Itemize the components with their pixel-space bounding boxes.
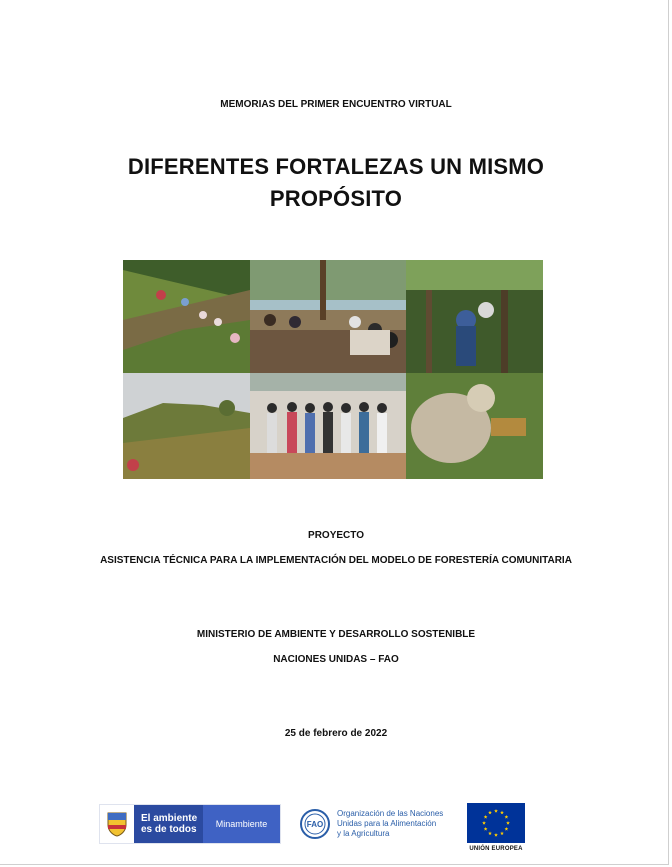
- fao-text-line-3: y la Agricultura: [337, 829, 390, 838]
- photo-forest-work: [406, 260, 543, 373]
- eu-logo: [466, 803, 526, 858]
- photo-group: [250, 373, 406, 479]
- photo-beekeeping: [406, 373, 543, 479]
- minambiente-line-1: El ambiente: [141, 813, 198, 824]
- minambiente-logo: [99, 804, 281, 844]
- minambiente-line-2: es de todos: [141, 824, 197, 835]
- ministry-name: MINISTERIO DE AMBIENTE Y DESARROLLO SOSTENIBLE: [196, 629, 476, 640]
- fao-logo: [299, 806, 449, 842]
- title-line-2: PROPÓSITO: [269, 186, 403, 211]
- project-name: ASISTENCIA TÉCNICA PARA LA IMPLEMENTACIÓN DEL MODELO DE FORESTERÍA COMUNITARIA: [100, 555, 572, 566]
- minambiente-side-label: Minambiente: [203, 805, 280, 843]
- fao-emblem-text: FAO: [306, 820, 324, 829]
- fao-text-line-2: Unidas para la Alimentación: [337, 819, 437, 828]
- photo-collage: [123, 260, 543, 479]
- document-date: 25 de febrero de 2022: [284, 728, 388, 739]
- colombia-shield-icon: [100, 805, 134, 843]
- project-label: PROYECTO: [308, 530, 364, 541]
- photo-community-meeting: [250, 260, 406, 373]
- eu-label: UNIÓN EUROPEA: [469, 846, 523, 852]
- photo-landscape: [123, 373, 250, 479]
- fao-emblem-icon: [299, 808, 331, 840]
- document-subtitle: MEMORIAS DEL PRIMER ENCUENTRO VIRTUAL: [220, 99, 452, 110]
- title-line-1: DIFERENTES FORTALEZAS UN MISMO: [127, 154, 545, 179]
- document-title: [0, 151, 672, 215]
- photo-hillside-planting: [123, 260, 250, 373]
- fao-text-line-1: Organización de las Naciones: [337, 809, 444, 818]
- un-fao-name: NACIONES UNIDAS – FAO: [273, 654, 399, 665]
- eu-flag-icon: [467, 803, 525, 843]
